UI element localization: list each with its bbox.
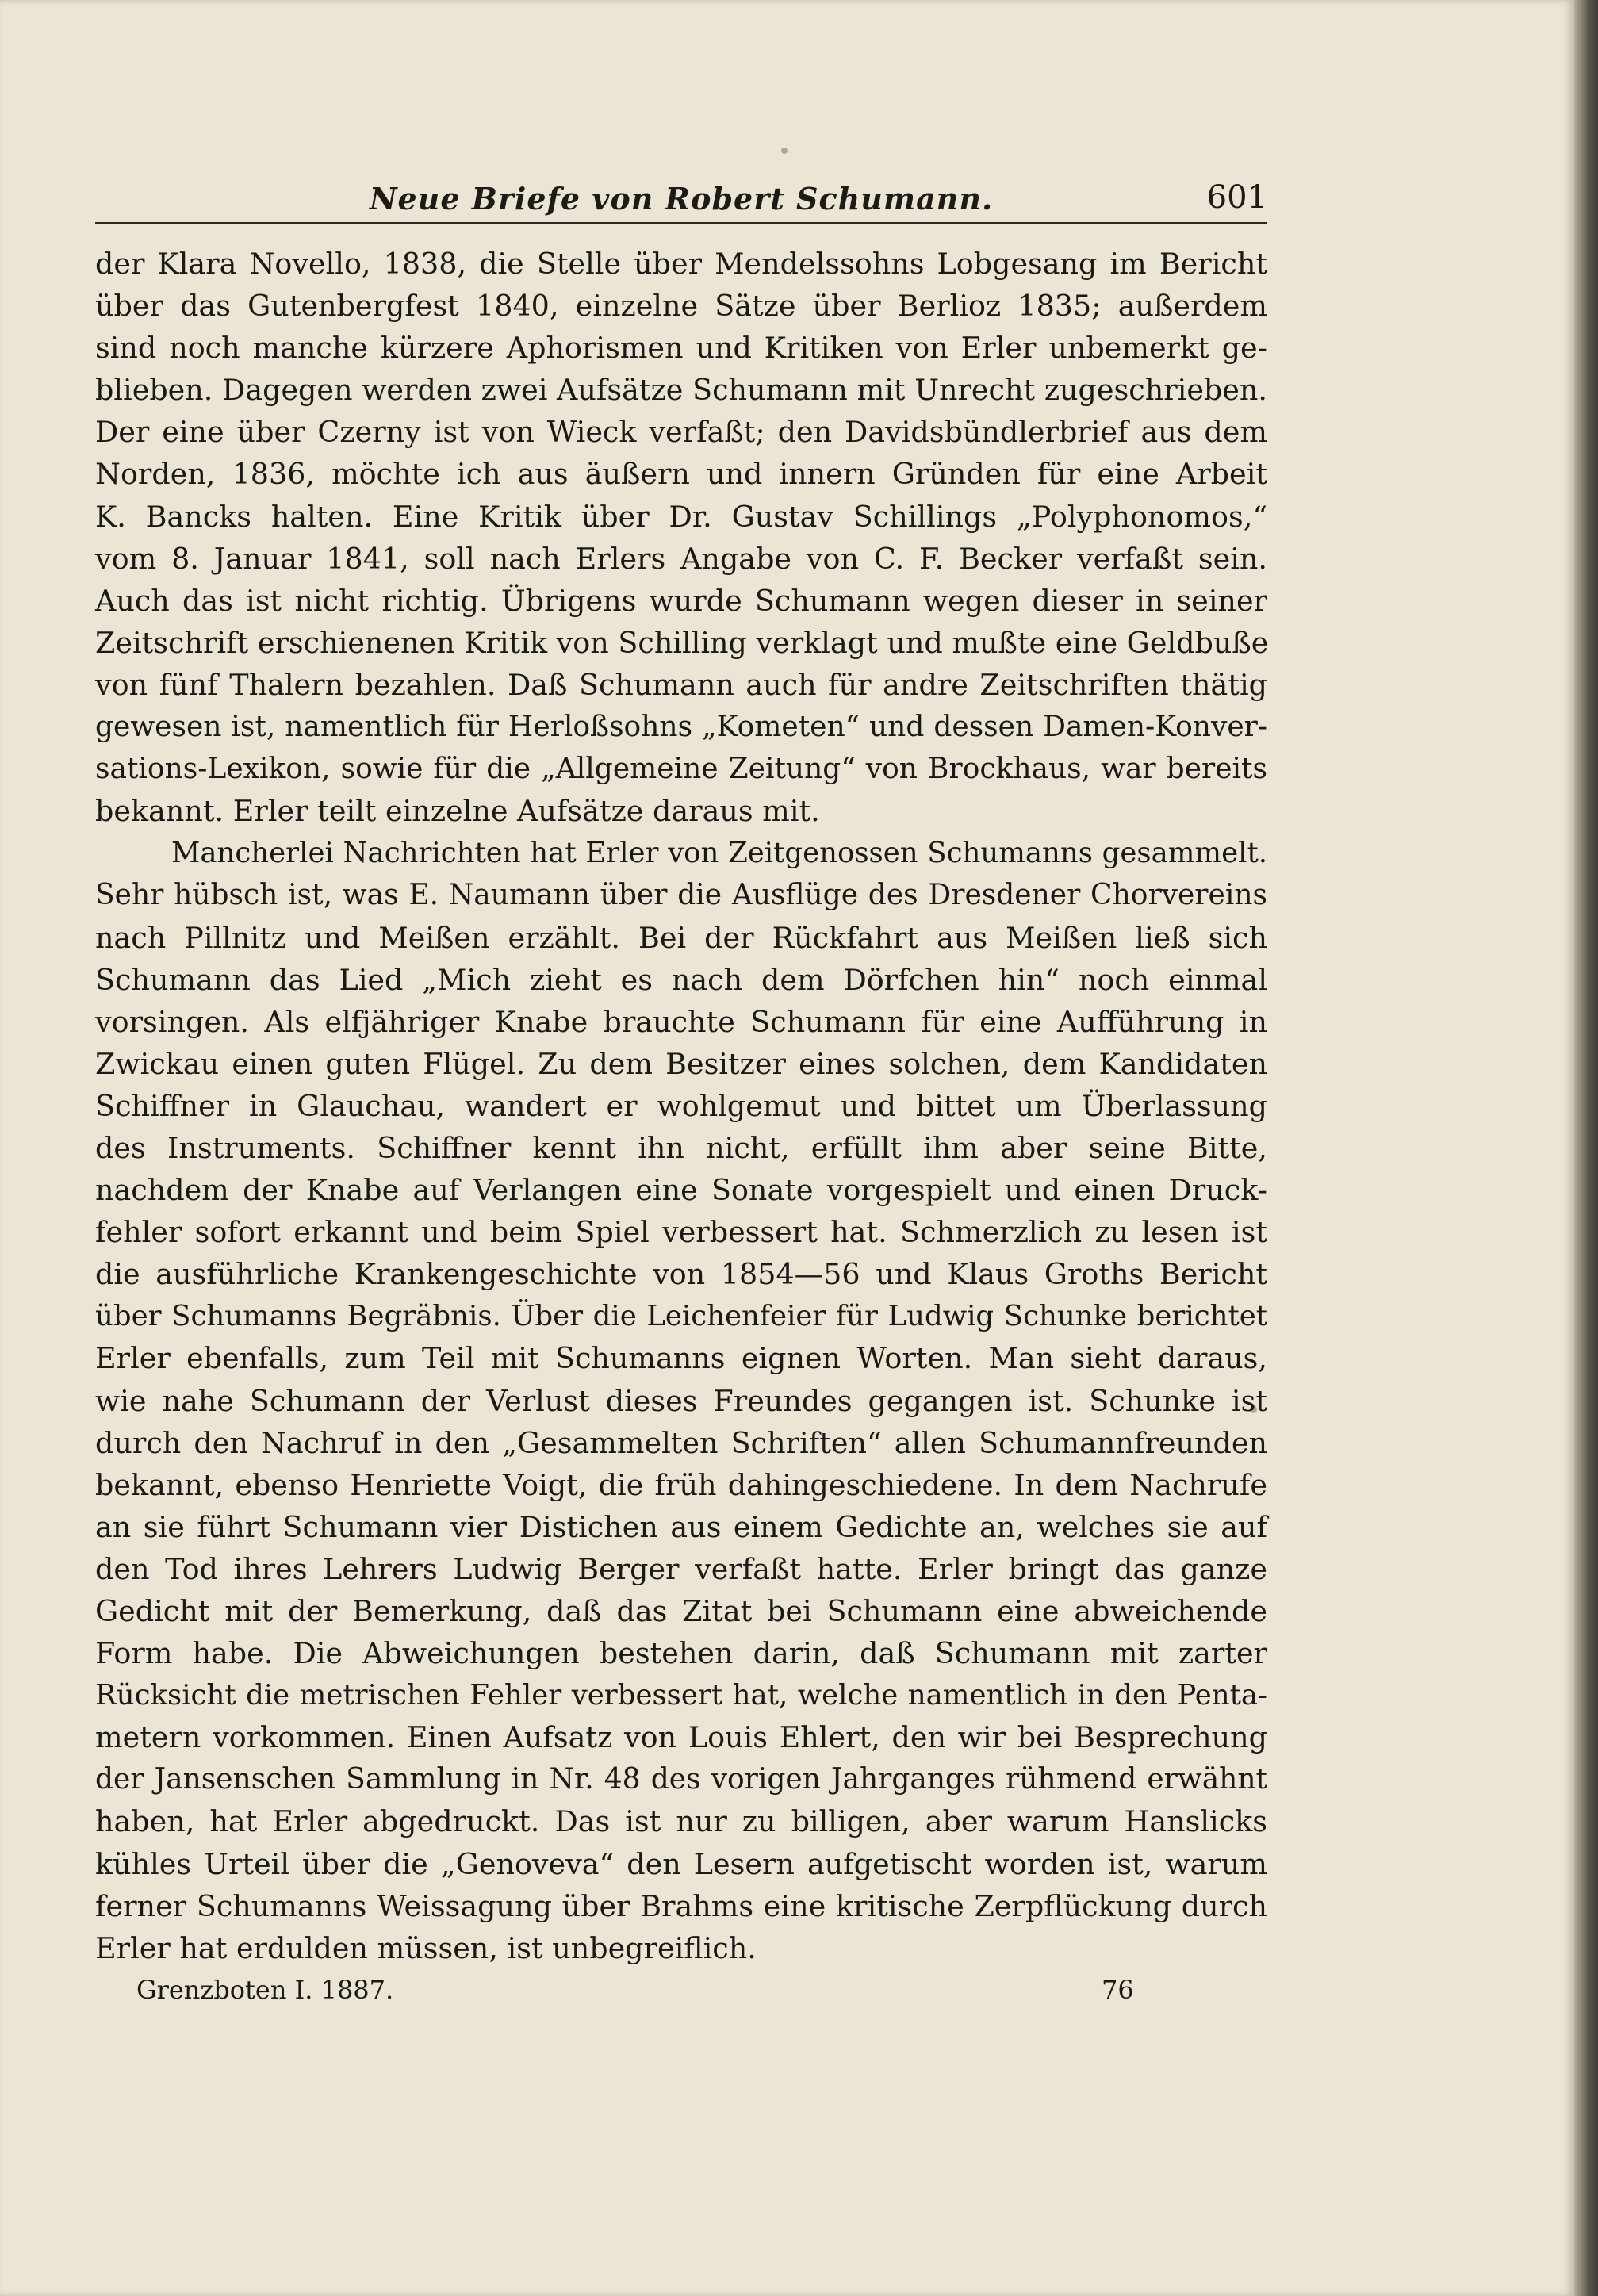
text-line: des Instruments. Schiffner kennt ihn nicht, erfüllt ihm aber seine Bitte, — [95, 1130, 1267, 1165]
text-line: sations-Lexikon, sowie für die „Allgemeine Zeitung“ von Brockhaus, war bereits — [95, 753, 1267, 786]
text-line: an sie führt Schumann vier Distichen aus einem Gedichte an, welches sie auf — [95, 1509, 1267, 1544]
text-line: Rücksicht die metrischen Fehler verbessert hat, welche namentlich in den Penta- — [95, 1679, 1267, 1712]
text-line: über das Gutenbergfest 1840, einzelne Sätze über Berlioz 1835; außerdem — [95, 289, 1267, 324]
text-line: Der eine über Czerny ist von Wieck verfaßt; den Davidsbündlerbrief aus dem — [95, 415, 1267, 450]
text-line: die ausführliche Krankengeschichte von 1854—56 und Klaus Groths Bericht — [95, 1257, 1267, 1292]
text-line: über Schumanns Begräbnis. Über die Leichenfeier für Ludwig Schunke berichtet — [95, 1300, 1267, 1333]
text-line: den Tod ihres Lehrers Ludwig Berger verfaßt hatte. Erler bringt das ganze — [95, 1551, 1267, 1586]
text-line: metern vorkommen. Einen Aufsatz von Louis Ehlert, den wir bei Besprechung — [95, 1720, 1267, 1755]
text-line: nach Pillnitz und Meißen erzählt. Bei der Rückfahrt aus Meißen ließ sich — [95, 920, 1267, 955]
text-line: haben, hat Erler abgedruckt. Das ist nur zu billigen, aber warum Hanslicks — [95, 1804, 1267, 1839]
header-rule — [95, 222, 1267, 224]
text-line: Zeitschrift erschienenen Kritik von Schilling verklagt und mußte eine Geldbuße — [95, 625, 1269, 660]
text-line: bekannt. Erler teilt einzelne Aufsätze daraus mit. — [95, 794, 820, 829]
text-line: vorsingen. Als elfjähriger Knabe brauchte Schumann für eine Aufführung in — [95, 1004, 1267, 1039]
paragraph-1 — [95, 243, 1267, 832]
text-line: Erler hat erdulden müssen, ist unbegreiflich. — [95, 1930, 757, 1965]
text-line: Schumann das Lied „Mich zieht es nach dem Dörfchen hin“ noch einmal — [95, 962, 1267, 997]
text-line: Zwickau einen guten Flügel. Zu dem Besitzer eines solchen, dem Kandidaten — [95, 1046, 1267, 1081]
page-number: 601 — [1206, 179, 1267, 216]
text-line: Auch das ist nicht richtig. Übrigens wurde Schumann wegen dieser in seiner — [95, 583, 1267, 618]
text-line: von fünf Thalern bezahlen. Daß Schumann auch für andre Zeitschriften thätig — [95, 667, 1267, 702]
text-line: sind noch manche kürzere Aphorismen und Kritiken von Erler unbemerkt ge- — [95, 331, 1267, 366]
text-line: Mancherlei Nachrichten hat Erler von Zeitgenossen Schumanns gesammelt. — [171, 837, 1267, 870]
text-line: Erler ebenfalls, zum Teil mit Schumanns eignen Worten. Man sieht daraus, — [95, 1341, 1267, 1376]
text-line: bekannt, ebenso Henriette Voigt, die früh dahingeschiedene. In dem Nachrufe — [95, 1467, 1267, 1502]
running-title: Neue Briefe von Robert Schumann. — [369, 181, 994, 217]
paper-speck — [781, 148, 788, 154]
text-line: kühles Urteil über die „Genoveva“ den Lesern aufgetischt worden ist, warum — [95, 1846, 1267, 1881]
running-header — [95, 181, 1267, 222]
body-text — [95, 243, 1267, 1969]
text-line: nachdem der Knabe auf Verlangen eine Sonate vorgespielt und einen Druck- — [95, 1173, 1267, 1208]
text-line: Norden, 1836, möchte ich aus äußern und innern Gründen für eine Arbeit — [95, 457, 1267, 492]
page-edge — [1574, 0, 1598, 2296]
text-line: vom 8. Januar 1841, soll nach Erlers Angabe von C. F. Becker verfaßt sein. — [95, 541, 1267, 576]
text-line: gewesen ist, namentlich für Herloßsohns „Kometen“ und dessen Damen-Konver- — [95, 711, 1267, 744]
text-line: fehler sofort erkannt und beim Spiel verbessert hat. Schmerzlich zu lesen ist — [95, 1215, 1267, 1250]
page-footer — [136, 1975, 1134, 2010]
text-line: Schiffner in Glauchau, wandert er wohlgemut und bittet um Überlassung — [95, 1088, 1267, 1123]
signature-mark: 76 — [1102, 1975, 1134, 2005]
text-line: Gedicht mit der Bemerkung, daß das Zitat bei Schumann eine abweichende — [95, 1594, 1267, 1628]
text-line: blieben. Dagegen werden zwei Aufsätze Schumann mit Unrecht zugeschrieben. — [95, 373, 1267, 408]
text-line: der Jansenschen Sammlung in Nr. 48 des vorigen Jahrganges rühmend erwähnt — [95, 1763, 1267, 1796]
text-line: Sehr hübsch ist, was E. Naumann über die Ausflüge des Dresdener Chorvereins — [95, 879, 1267, 912]
paragraph-2 — [95, 832, 1267, 1969]
text-line: ferner Schumanns Weissagung über Brahms eine kritische Zerpflückung durch — [95, 1888, 1267, 1923]
text-line: durch den Nachruf in den „Gesammelten Schriften“ allen Schumannfreunden — [95, 1425, 1267, 1460]
signature: Grenzboten I. 1887. — [136, 1975, 394, 2005]
text-line: Form habe. Die Abweichungen bestehen darin, daß Schumann mit zarter — [95, 1636, 1267, 1671]
text-line: wie nahe Schumann der Verlust dieses Freundes gegangen ist. Schunke ist — [95, 1383, 1267, 1418]
text-line: K. Bancks halten. Eine Kritik über Dr. Gustav Schillings „Polyphonomos,“ — [95, 499, 1267, 534]
text-line: der Klara Novello, 1838, die Stelle über Mendelssohns Lobgesang im Bericht — [95, 247, 1267, 281]
